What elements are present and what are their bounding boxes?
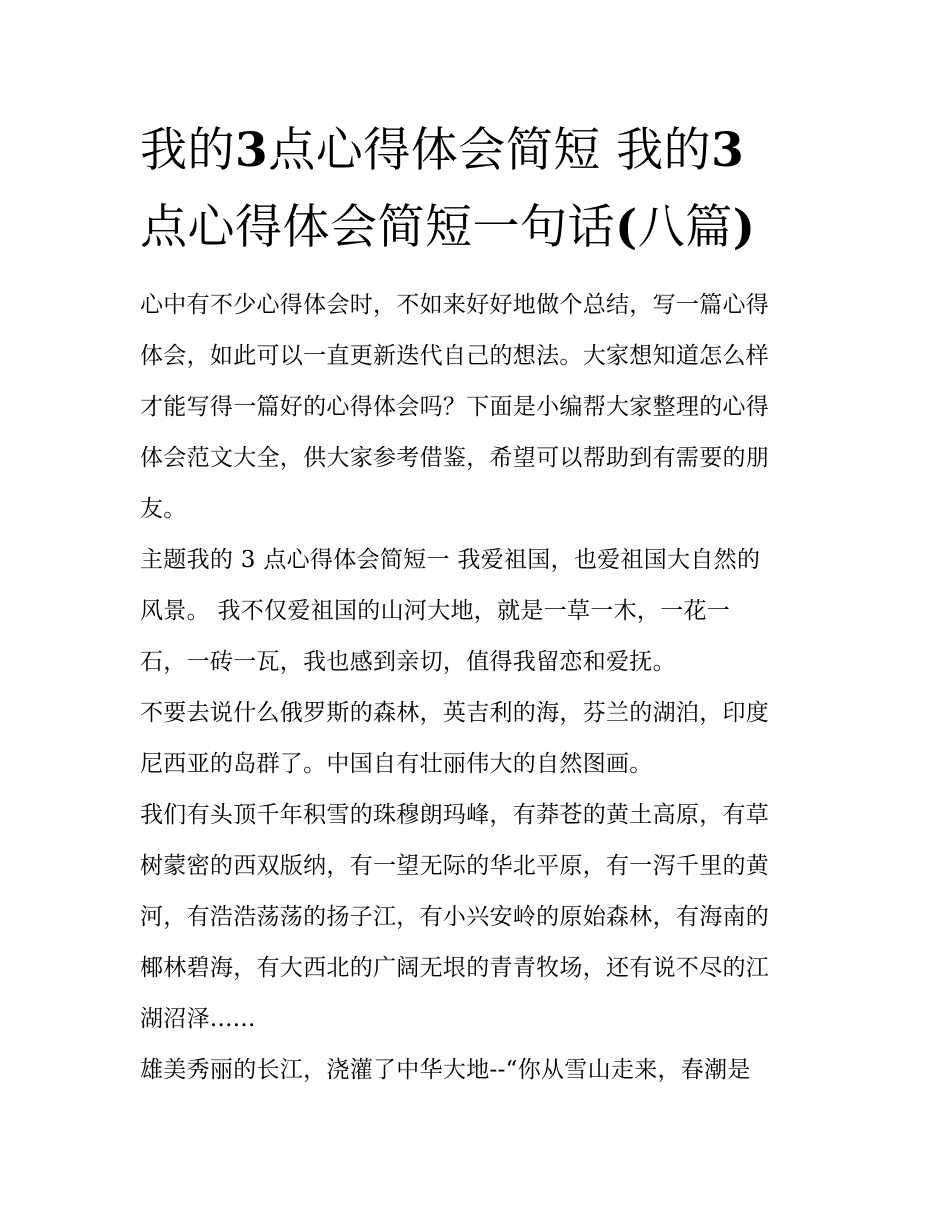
document-body [140,280,820,1096]
paragraph-intro [140,280,820,535]
text-line: 体会，如此可以一直更新迭代自己的想法。大家想知道怎么样 [140,343,770,369]
text-line: 河，有浩浩荡荡的扬子江，有小兴安岭的原始森林，有海南的 [140,904,770,930]
text-line: 树蒙密的西双版纳，有一望无际的华北平原，有一泻千里的黄 [140,853,770,879]
document-title [140,112,820,266]
text-line: 友。 [140,496,187,522]
title-line: 我的3点心得体会简短 我的3 [140,123,745,178]
text-line: 体会范文大全，供大家参考借鉴，希望可以帮助到有需要的朋 [140,445,770,471]
text-line: 石，一砖一瓦，我也感到亲切，值得我留恋和爱抚。 [140,649,676,675]
text-line: 椰林碧海，有大西北的广阔无垠的青青牧场，还有说不尽的江 [140,955,770,981]
title-line: 点心得体会简短一句话(八篇) [140,200,756,255]
document-page [140,112,820,1096]
text-line: 湖沼泽...... [140,1006,256,1032]
text-line: 风景。 我不仅爱祖国的山河大地，就是一草一木，一花一 [140,598,731,624]
paragraph-nature [140,688,820,790]
paragraph-topic [140,535,820,688]
paragraph-yangtze [140,1045,820,1096]
text-line: 雄美秀丽的长江，浇灌了中华大地--“你从雪山走来，春潮是 [140,1057,751,1083]
text-line: 不要去说什么俄罗斯的森林，英吉利的海，芬兰的湖泊，印度 [140,700,770,726]
text-line: 主题我的 3 点心得体会简短一 我爱祖国，也爱祖国大自然的 [140,547,761,573]
text-line: 我们有头顶千年积雪的珠穆朗玛峰，有莽苍的黄土高原，有草 [140,802,770,828]
text-line: 心中有不少心得体会时，不如来好好地做个总结，写一篇心得 [140,292,770,318]
text-line: 才能写得一篇好的心得体会吗？下面是小编帮大家整理的心得 [140,394,770,420]
text-line: 尼西亚的岛群了。中国自有壮丽伟大的自然图画。 [140,751,653,777]
paragraph-landscape [140,790,820,1045]
